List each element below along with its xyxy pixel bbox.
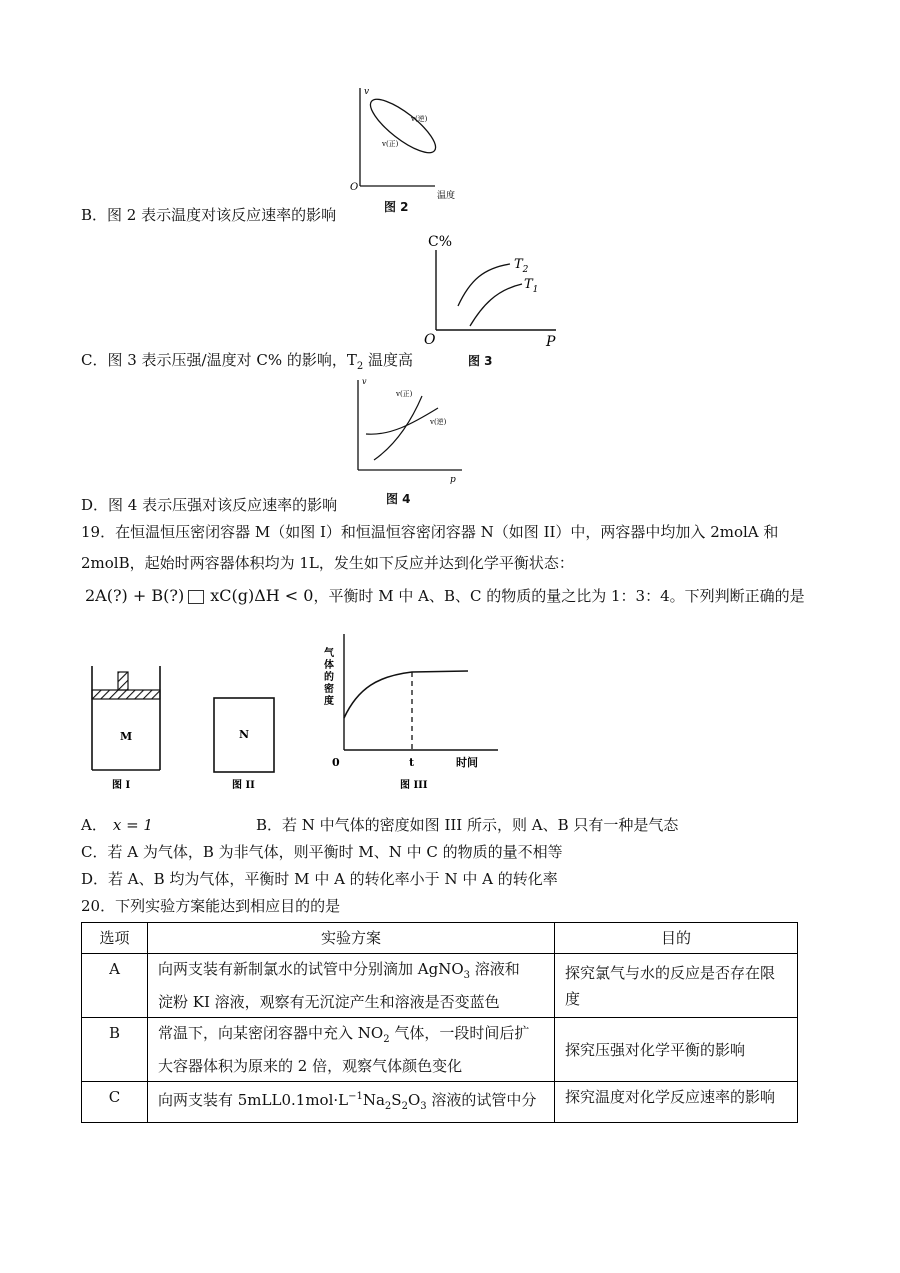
fig4-caption: 图 4: [386, 492, 411, 506]
fig3-curve-t2: [458, 264, 510, 306]
fig3-x-label: P: [546, 334, 556, 350]
header-purpose: 目的: [555, 923, 798, 954]
piston: [92, 690, 160, 699]
q19-option-a: A． x = 1: [81, 816, 153, 834]
fig3-y-char-5: 度: [324, 696, 334, 707]
header-plan: 实验方案: [148, 923, 555, 954]
q19-line2: 2molB，起始时两容器体积均为 1L，发生如下反应并达到化学平衡状态：: [81, 554, 574, 572]
fig2-v-label: v: [364, 87, 370, 97]
fig-II-caption: 图 II: [232, 780, 255, 791]
row-a-plan: 向两支装有新制氯水的试管中分别滴加 AgNO$_3$ 溶液和 淀粉 KI 溶液，观察有无沉淀产生和溶液是否变蓝色: [148, 954, 555, 1018]
fig-III-x-label: 时间: [456, 756, 478, 769]
option-c-fig3: C．图 3 表示压强/温度对 C% 的影响，$T_2$ 温度高: [81, 351, 414, 372]
q19-line1: 19．在恒温恒压密闭容器 M（如图 I）和恒温恒容密闭容器 N（如图 II）中，两容器中均加入 2molA 和: [81, 523, 779, 541]
figure-II-container-n: [208, 692, 282, 792]
fig2-caption: 图 2: [384, 200, 409, 214]
fig3-y-char-1: 气: [324, 648, 334, 659]
fig4-curve-reverse: [366, 408, 438, 434]
table-row: [82, 1082, 798, 1123]
header-option: 选项: [82, 923, 148, 954]
q19-equation-right: xC(g)ΔH < 0: [210, 586, 314, 605]
figure-I-container-m: [88, 660, 166, 792]
row-c-option: C: [82, 1082, 148, 1123]
q19-option-d: D．若 A、B 均为气体，平衡时 M 中 A 的转化率小于 N 中 A 的转化率: [81, 870, 558, 888]
container-m-label: M: [120, 730, 133, 743]
equilibrium-arrow-icon: [188, 590, 204, 604]
row-b-plan: 常温下，向某密闭容器中充入 $NO_2$ 气体，一段时间后扩 大容器体积为原来的 2 倍，观察气体颜色变化: [148, 1018, 555, 1082]
experiment-table: [81, 922, 798, 1123]
fig2-curve-forward: v(正): [382, 140, 399, 148]
fig2-curve-reverse: v(逆): [411, 115, 428, 123]
table-row: [82, 1018, 798, 1082]
fig-III-caption: 图 III: [400, 780, 428, 791]
fig4-forward-label: v(正): [396, 390, 413, 398]
figure-3: [418, 228, 568, 352]
q19-option-b: B．若 N 中气体的密度如图 III 所示，则 A、B 只有一种是气态: [256, 816, 679, 834]
fig3-y-char-4: 密: [324, 684, 334, 695]
fig4-curve-forward: [374, 396, 422, 460]
fig-III-origin: 0: [332, 756, 340, 769]
fig4-x-label: p: [450, 475, 456, 485]
row-b-purpose: 探究压强对化学平衡的影响: [555, 1018, 798, 1082]
fig2-ellipse-curve: [363, 91, 442, 161]
fig3-y-char-2: 体: [324, 660, 334, 671]
fig3-t2-label: $T_2$: [514, 257, 529, 275]
row-a-option: A: [82, 954, 148, 1018]
figure-4: [344, 374, 470, 486]
fig4-reverse-label: v(逆): [430, 418, 447, 426]
fig-III-t: t: [409, 756, 415, 769]
row-b-option: B: [82, 1018, 148, 1082]
option-d-fig4: D．图 4 表示压强对该反应速率的影响: [81, 496, 338, 514]
q19-equation-left: 2A(?) + B(?): [85, 586, 185, 605]
density-curve: [344, 671, 468, 718]
fig3-y-char-3: 的: [324, 672, 334, 683]
fig-I-caption: 图 I: [112, 780, 131, 791]
figure-2: [340, 82, 480, 214]
table-row: [82, 954, 798, 1018]
fig3-origin: O: [424, 332, 436, 348]
fig3-t1-label: $T_1$: [524, 277, 539, 295]
fig3-caption: 图 3: [468, 354, 493, 368]
row-c-plan: 向两支装有 $5mLL0.1mol\cdot L^{-1}Na_2S_2O_3$ 溶液的试管中分: [148, 1082, 555, 1123]
q19-line3-rest: ，平衡时 M 中 A、B、C 的物质的量之比为 1：3：4。下列判断正确的是: [313, 587, 805, 605]
fig3-y-label: C%: [428, 234, 453, 250]
row-c-purpose: 探究温度对化学反应速率的影响: [555, 1082, 798, 1123]
q20-stem: 20．下列实验方案能达到相应目的的是: [81, 897, 341, 915]
table-header-row: [82, 923, 798, 954]
figure-III-density-graph: [318, 626, 504, 792]
fig4-v-label: v: [362, 377, 367, 386]
fig3-curve-t1: [470, 284, 522, 326]
container-n-label: N: [239, 728, 250, 741]
option-b-fig2: B．图 2 表示温度对该反应速率的影响: [81, 206, 337, 224]
fig2-origin: O: [350, 182, 359, 193]
piston-rod: [118, 672, 128, 690]
q19-option-c: C．若 A 为气体，B 为非气体，则平衡时 M、N 中 C 的物质的量不相等: [81, 843, 563, 861]
row-a-purpose: 探究氯气与水的反应是否存在限度: [555, 954, 798, 1018]
fig2-x-label: 温度: [437, 191, 456, 201]
q19-line3: [85, 586, 805, 606]
